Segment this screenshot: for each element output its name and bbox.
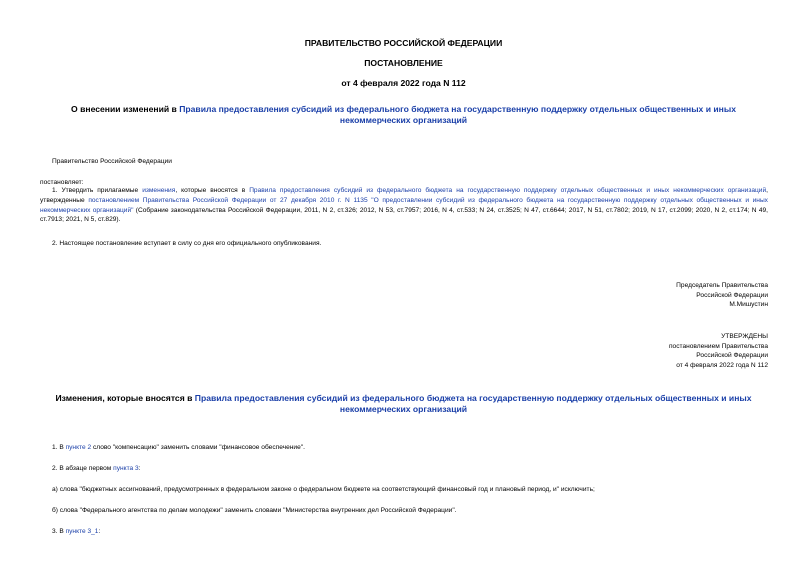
point-2-link[interactable]: пункте 2 — [65, 444, 92, 451]
doc-date-number: от 4 февраля 2022 года N 112 — [341, 78, 466, 88]
signature-line-2: Российской Федерации — [696, 291, 768, 299]
government-line: Правительство Российской Федерации — [52, 158, 172, 165]
title-prefix: О внесении изменений в — [71, 104, 180, 114]
item-1-text-2: , которые вносятся в — [175, 187, 250, 194]
item-1 — [40, 186, 768, 225]
item-1-text-4: (Собрание законодательства Российской Федерации, 2011, N 2, ст.326; 2012, N 53, ст.7957; 2016, N 4, ст.533; N 24, ст.3525; N 47, ст.6644; 2017, N 51, ст.7802; 2019, N 17, ст.2099; 2020, N 2, ст.174; N 49, ст.7913; 2021, N 5, ст.829). — [40, 206, 768, 224]
signature-line-1: Председатель Правительства — [676, 282, 768, 289]
changes-title — [40, 393, 767, 415]
change-1 — [52, 443, 305, 453]
decides-line: постановляет: — [40, 179, 84, 186]
approved-block — [560, 332, 768, 370]
item-1-text-1: 1. Утвердить прилагаемые — [52, 187, 143, 194]
point-3-link[interactable]: пункта 3 — [113, 465, 139, 472]
change-3-text-2: : — [98, 528, 101, 535]
document-title — [40, 104, 767, 126]
item-2: 2. Настоящее постановление вступает в силу со дня его официального опубликования. — [52, 240, 322, 247]
rules-link[interactable]: Правила предоставления субсидий из федерального бюджета на государственную поддержку отдельных общественных и иных некоммерческих организаций — [179, 104, 736, 125]
change-3 — [52, 527, 100, 537]
change-2 — [52, 464, 141, 474]
signature-block — [560, 281, 768, 310]
change-1-text-2: слово "компенсацию" заменить словами "финансовое обеспечение". — [91, 444, 305, 451]
changes-title-prefix: Изменения, которые вносятся в — [55, 393, 195, 403]
changes-link[interactable]: изменения — [142, 187, 176, 194]
item-1-rules-link[interactable]: Правила предоставления субсидий из федерального бюджета на государственную поддержку отдельных общественных и иных некоммерческих организаций — [249, 187, 767, 194]
approved-line-1: УТВЕРЖДЕНЫ — [721, 333, 768, 340]
approved-line-3: Российской Федерации — [696, 352, 768, 360]
change-3-text-1: 3. В — [52, 528, 66, 535]
change-2b: б) слова "Федерального агентства по делам молодежи" заменить словами "Министерства внутренних дел Российской Федерации". — [52, 507, 457, 514]
item-1-text-3: , утвержденные — [40, 187, 768, 204]
change-2a: а) слова "бюджетных ассигнований, предусмотренных в федеральном законе о федеральном бюджете на соответствующий финансовый год и плановый период, и" исключить; — [52, 486, 595, 493]
change-2-text-2: : — [138, 465, 141, 472]
point-3-1-link[interactable]: пункте 3_1 — [65, 528, 99, 535]
doc-type: ПОСТАНОВЛЕНИЕ — [364, 58, 443, 68]
org-header: ПРАВИТЕЛЬСТВО РОССИЙСКОЙ ФЕДЕРАЦИИ — [304, 38, 503, 48]
resolution-1135-link[interactable]: постановлением Правительства Российской Федерации от 27 декабря 2010 г. N 1135 "О предоставлении субсидий из федерального бюджета на государственную поддержку отдельных общественных и иных некоммерческих организаций" — [40, 196, 768, 214]
changes-title-rules-link[interactable]: Правила предоставления субсидий из федерального бюджета на государственную поддержку отдельных общественных и иных некоммерческих организаций — [194, 393, 752, 414]
signature-line-3: М.Мишустин — [729, 301, 768, 309]
change-2-text-1: 2. В абзаце первом — [52, 465, 114, 472]
change-1-text-1: 1. В — [52, 444, 66, 451]
approved-line-2: постановлением Правительства — [668, 342, 768, 350]
approved-line-4: от 4 февраля 2022 года N 112 — [676, 361, 768, 369]
